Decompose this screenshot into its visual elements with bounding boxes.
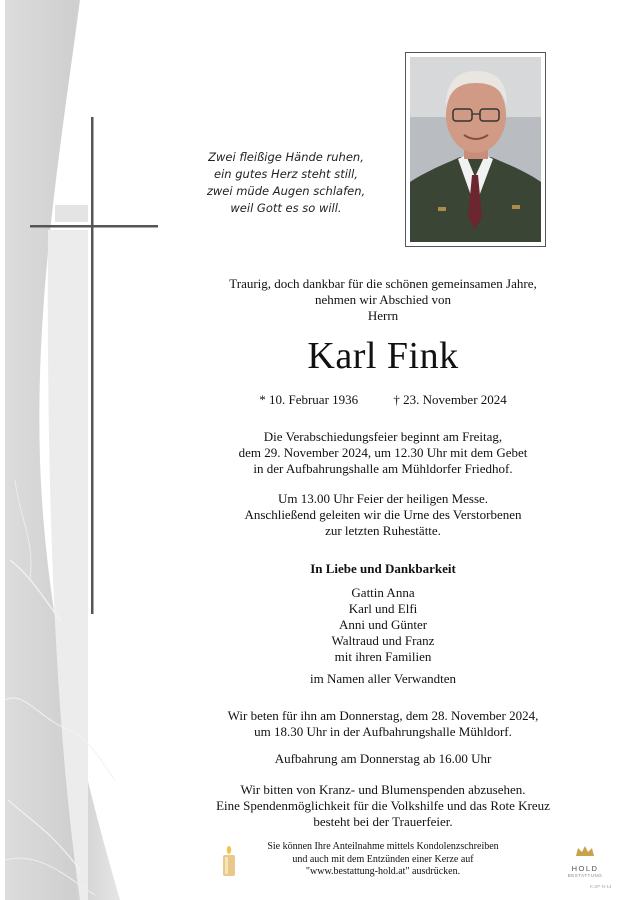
mourner-name: Anni und Günter [338, 617, 428, 632]
death-date: † 23. November 2024 [393, 392, 507, 407]
prayer-line: um 18.30 Uhr in der Aufbahrungshalle Mühldorf. [254, 724, 512, 739]
poem-line: weil Gott es so will. [230, 201, 342, 215]
mourner-name: Karl und Elfi [348, 601, 418, 616]
viewing-text: Aufbahrung am Donnerstag ab 16.00 Uhr [274, 751, 492, 766]
mourner-name: Waltraud und Franz [331, 633, 435, 648]
intro-text [200, 276, 566, 324]
intro-line: Herrn [367, 308, 399, 323]
funeral-home-logo [565, 845, 605, 879]
donations-line: besteht bei der Trauerfeier. [313, 814, 453, 829]
ceremony-line: in der Aufbahrungshalle am Mühldorfer Friedhof. [253, 461, 513, 476]
ceremony-text [200, 429, 566, 477]
poem-line: Zwei fleißige Hände ruhen, [208, 150, 364, 164]
footer-line: Sie können Ihre Anteilnahme mittels Kondolenzschreiben [267, 841, 499, 852]
ceremony-line: dem 29. November 2024, um 12.30 Uhr mit dem Gebet [238, 445, 528, 460]
relatives-text: im Namen aller Verwandten [310, 671, 456, 686]
intro-line: nehmen wir Abschied von [314, 292, 452, 307]
mourner-name: Gattin Anna [351, 585, 415, 600]
birth-date: * 10. Februar 1936 [259, 392, 359, 407]
footer-line: und auch mit dem Entzünden einer Kerze auf [292, 853, 474, 865]
life-dates [200, 392, 566, 408]
mass-line: Anschließend geleiten wir die Urne des Verstorbenen [244, 507, 522, 522]
poem [196, 149, 376, 217]
logo-subtitle: BESTATTUNG [567, 873, 603, 878]
donations-line: Wir bitten von Kranz- und Blumenspenden abzusehen. [240, 782, 526, 797]
mourners-heading: In Liebe und Dankbarkeit [310, 561, 456, 576]
corner-code: K-ZP-N-14 [590, 884, 612, 889]
mass-line: zur letzten Ruhestätte. [325, 523, 441, 538]
mourners-list [200, 585, 566, 665]
intro-line: Traurig, doch dankbar für die schönen gemeinsamen Jahre, [229, 276, 537, 291]
mass-text [200, 491, 566, 539]
prayer-line: Wir beten für ihn am Donnerstag, dem 28. November 2024, [227, 708, 539, 723]
deceased-name: Karl Fink [307, 335, 459, 377]
donations-text [200, 782, 566, 830]
ceremony-line: Die Verabschiedungsfeier beginnt am Freitag, [263, 429, 503, 444]
candle-icon [222, 845, 236, 877]
prayer-text [200, 708, 566, 740]
crown-icon [575, 846, 595, 858]
portrait-photo [405, 52, 546, 247]
donations-line: Eine Spendenmöglichkeit für die Volkshilfe und das Rote Kreuz [216, 798, 550, 813]
poem-line: ein gutes Herz steht still, [214, 167, 358, 181]
poem-line: zwei müde Augen schlafen, [206, 184, 366, 198]
logo-name: HOLD [571, 864, 599, 873]
mass-line: Um 13.00 Uhr Feier der heiligen Messe. [277, 491, 489, 506]
mourner-name: mit ihren Familien [334, 649, 432, 664]
footer-line: "www.bestattung-hold.at" ausdrücken. [305, 866, 461, 877]
footer-note [250, 841, 516, 879]
